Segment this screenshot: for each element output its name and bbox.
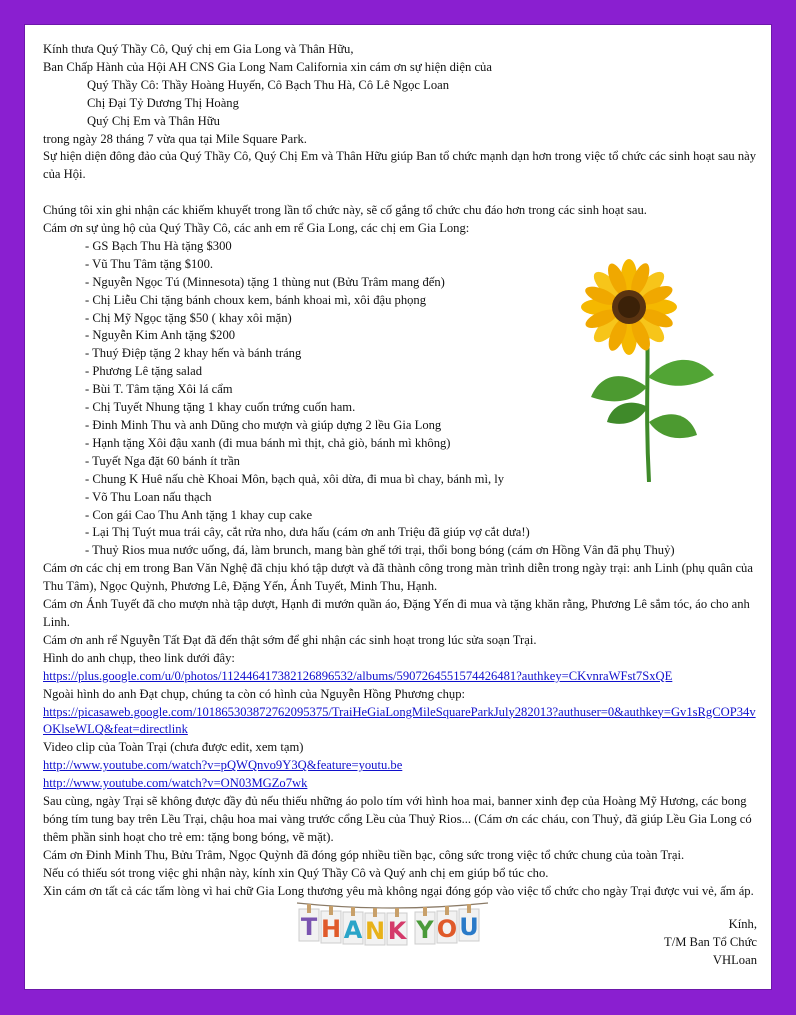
donor-item: - Chị Liễu Chi tặng bánh choux kem, bánh khoai mì, xôi đậu phọng <box>85 292 427 307</box>
svg-text:K: K <box>387 917 407 945</box>
donor-item: - Thuý Điệp tặng 2 khay hến và bánh tráng <box>85 346 302 361</box>
guest-line: Quý Chị Em và Thân Hữu <box>87 113 220 128</box>
guest-line: Quý Thầy Cô: Thầy Hoàng Huyến, Cô Bạch Thu Hà, Cô Lê Ngọc Loan <box>87 77 450 92</box>
donor-item: - Chị Tuyết Nhung tặng 1 khay cuốn trứng cuốn ham. <box>85 400 356 415</box>
thank-you-banner-image <box>295 897 490 957</box>
video-label: Video clip của Toàn Trại (chưa được edit, xem tạm) <box>43 740 304 755</box>
svg-text:U: U <box>459 913 479 941</box>
closing-paragraph: Nếu có thiếu sót trong việc ghi nhận này, kính xin Quý Thầy Cô và Quý anh chị em giúp bổ túc cho. <box>43 865 549 880</box>
blank-line <box>43 184 758 202</box>
svg-text:A: A <box>343 916 363 944</box>
svg-text:N: N <box>364 917 386 945</box>
intro-line: Ban Chấp Hành của Hội AH CNS Gia Long Nam California xin cám ơn sự hiện diện của <box>43 59 492 74</box>
signature-role: T/M Ban Tổ Chức <box>664 935 757 949</box>
donor-item: - Chung K Huê nấu chè Khoai Môn, bạch quả, xôi dừa, đi mua bì chay, bánh mì, ly <box>85 471 505 486</box>
donor-item: - Võ Thu Loan nấu thạch <box>85 489 212 504</box>
photo-album-link[interactable]: https://plus.google.com/u/0/photos/112446417382126896532/albums/5907264551574426481?authkey=CKvnraWFst7SxQE <box>43 668 673 683</box>
donor-item: - Nguyễn Ngọc Tú (Minnesota) tặng 1 thùng nut (Bửu Trâm mang đến) <box>85 274 445 289</box>
donor-item: - GS Bạch Thu Hà tặng $300 <box>85 238 232 253</box>
sunflower-image <box>579 257 724 482</box>
donor-item: - Con gái Cao Thu Anh tặng 1 khay cup cake <box>85 507 313 522</box>
donor-item: - Lại Thị Tuýt mua trái cây, cắt rửa nho, dưa hấu (cám ơn anh Triệu đã giúp vợ cắt dưa!) <box>85 525 530 540</box>
shortcomings-paragraph: Chúng tôi xin ghi nhận các khiếm khuyết trong lần tổ chức này, sẽ cố gắng tổ chức chu đáo hơn trong các sinh hoạt sau. <box>43 203 647 218</box>
svg-text:H: H <box>320 915 342 943</box>
arts-thanks-paragraph: Cám ơn các chị em trong Ban Văn Nghệ đã chịu khó tập dượt và đã thành công trong màn trình diễn trong ngày trại: anh Linh (phụ quân của Thu Tâm), Ngọc Quỳnh, Phương Lê, Đặng Yến, Ánh Tuyết, Minh Thu, Hạnh. <box>43 561 753 594</box>
closing-paragraph: Cám ơn Đinh Minh Thu, Bửu Trâm, Ngọc Quỳnh đã đóng góp nhiều tiền bạc, công sức trong việc tổ chức chung của toàn Trại. <box>43 847 685 862</box>
donor-item: - Đinh Minh Thu và anh Dũng cho mượn và giúp dựng 2 lều Gia Long <box>85 418 442 433</box>
presence-paragraph: Sự hiện diện đông đảo của Quý Thầy Cô, Quý Chị Em và Thân Hữu giúp Ban tổ chức mạnh dạn hơn trong việc tổ chức các sinh hoạt sau này của Hội. <box>43 149 757 182</box>
svg-text:T: T <box>300 913 318 941</box>
svg-text:Y: Y <box>416 916 434 944</box>
closing-paragraph: Sau cùng, ngày Trại sẽ không được đầy đủ nếu thiếu những áo polo tím với hình hoa mai, banner xinh đẹp của Hoàng Mỹ Hương, các bong bóng tím tung bay trên Lều Trại, chậu hoa mai vàng trước cổng Lều của Thuỷ Rios... (Cám ơn các cháu, con Thuỷ, đã giúp Lều Gia Long có thêm phần sinh hoạt cho trẻ em: tặng bong bóng, vẽ mặt). <box>43 794 752 844</box>
youtube-link-2[interactable]: http://www.youtube.com/watch?v=ON03MGZo7wk <box>43 776 308 791</box>
signature-block <box>664 915 757 969</box>
photos2-label: Ngoài hình do anh Đạt chụp, chúng ta còn có hình của Nguyễn Hồng Phương chụp: <box>43 686 466 701</box>
donor-item: - Phương Lê tặng salad <box>85 364 203 379</box>
donor-item: - Chị Mỹ Ngọc tặng $50 ( khay xôi mặn) <box>85 310 292 325</box>
guest-line: Chị Đại Tỷ Dương Thị Hoàng <box>87 95 239 110</box>
donor-item: - Nguyễn Kim Anh tặng $200 <box>85 328 236 343</box>
photos-label: Hình do anh chụp, theo link dưới đây: <box>43 650 235 665</box>
closing-paragraph: Xin cám ơn tất cả các tấm lòng vì hai chữ Gia Long thương yêu mà không ngại đóng góp vào việc tổ chức cho ngày Trại được vui vẻ, ấm áp. <box>43 883 754 898</box>
letter-page <box>24 24 772 990</box>
signature-salutation: Kính, <box>728 917 757 931</box>
signature-name: VHLoan <box>712 953 757 967</box>
svg-text:O: O <box>436 915 458 943</box>
youtube-link-1[interactable]: http://www.youtube.com/watch?v=pQWQnvo9Y3Q&feature=youtu.be <box>43 758 403 773</box>
costume-thanks-paragraph: Cám ơn Ánh Tuyết đã cho mượn nhà tập dượt, Hạnh đi mướn quần áo, Đặng Yến đi mua và tặng khăn rằng, Phương Lê sắm tóc, áo cho anh Linh. <box>43 597 750 629</box>
support-intro: Cám ơn sự ủng hộ của Quý Thầy Cô, các anh em rể Gia Long, các chị em Gia Long: <box>43 221 470 236</box>
picasa-album-link[interactable]: https://picasaweb.google.com/101865303872762095375/TraiHeGiaLongMileSquareParkJuly282013?authuser=0&authkey=Gv1sRgCOP34vOKlseWLQ&feat=directlink <box>43 704 756 737</box>
donor-item: - Bùi T. Tâm tặng Xôi lá cẩm <box>85 382 233 397</box>
donor-item: - Hạnh tặng Xôi đậu xanh (đi mua bánh mì thịt, chả giò, bánh mì không) <box>85 435 451 450</box>
donor-item: - Thuỷ Rios mua nước uống, đá, làm brunch, mang bàn ghế tới trại, thổi bong bóng (cám ơn Hồng Vân đã phụ Thuỷ) <box>85 543 675 558</box>
donor-item: - Tuyết Nga đặt 60 bánh ít trần <box>85 453 240 468</box>
photographer-thanks: Cám ơn anh rể Nguyễn Tất Đạt đã đến thật sớm để ghi nhận các sinh hoạt trong lúc sửa soạn Trại. <box>43 632 537 647</box>
donor-item: - Vũ Thu Tâm tặng $100. <box>85 256 214 271</box>
date-line: trong ngày 28 tháng 7 vừa qua tại Mile Square Park. <box>43 131 307 146</box>
greeting: Kính thưa Quý Thầy Cô, Quý chị em Gia Long và Thân Hữu, <box>43 42 354 56</box>
